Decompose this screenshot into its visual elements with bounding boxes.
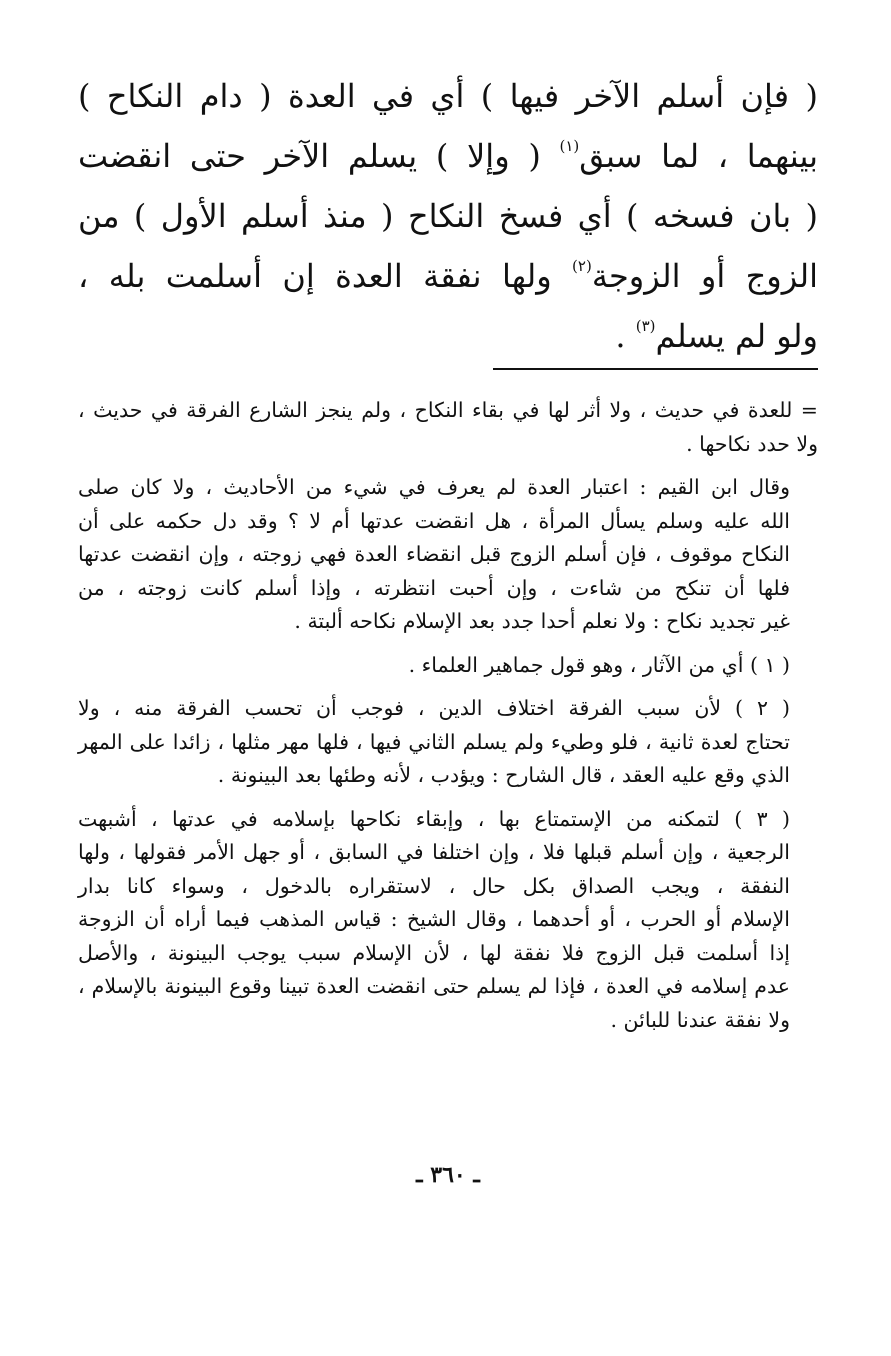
- main-line-2a: بينهما ، لما سبق: [579, 137, 819, 175]
- footnote-marker-3: (٣): [635, 317, 656, 335]
- footnote-ibn-qayyim: [78, 471, 818, 639]
- footnote-line: تحتاج لعدة ثانية ، فلو وطيء ولم يسلم الثاني فيها ، فلها مهر مثلها ، زائدا على المهر: [78, 729, 790, 754]
- main-line-1: ( فإن أسلم الآخر فيها ) أي في العدة ( دام النكاح ): [78, 77, 818, 115]
- footnotes: [78, 394, 818, 1047]
- footnote-2: [78, 692, 818, 793]
- footnote-line: ولا نفقة عندنا للبائن .: [610, 1007, 790, 1032]
- main-line-2b: ( وإلا ) يسلم الآخر حتى انقضت: [78, 137, 541, 175]
- footnote-line: ولا حدد نكاحها .: [686, 431, 818, 456]
- footnote-line: = للعدة في حديث ، ولا أثر لها في بقاء النكاح ، ولم ينجز الشارع الفرقة في حديث ،: [78, 398, 818, 422]
- footnote-line: الذي وقع عليه العقد ، قال الشارح : ويؤدب ، لأنه وطئها بعد البينونة .: [217, 763, 790, 787]
- footnote-line: عدم إسلامه في العدة ، فإذا لم يسلم حتى انقضت العدة تبينا وقوع البينونة بالإسلام ،: [78, 974, 790, 998]
- footnote-line: ( ٢ ) لأن سبب الفرقة اختلاف الدين ، فوجب أن تحسب الفرقة منه ، ولا: [78, 696, 791, 720]
- main-text: [78, 66, 818, 366]
- main-line-5a: ولو لم يسلم: [655, 317, 818, 355]
- footnote-line: إذا أسلمت قبل الزوج فلا نفقة لها ، لأن الإسلام سبب يوجب البينونة ، والأصل: [78, 940, 790, 965]
- footnote-line: فلها أن تنكح من شاءت ، وإن أحبت انتظرته ، وإذا أسلم كانت زوجته ، من: [78, 575, 790, 600]
- main-line-4b: ولها نفقة العدة إن أسلمت بله ،: [78, 257, 552, 295]
- main-line-3: ( بان فسخه ) أي فسخ النكاح ( منذ أسلم الأول ) من: [78, 197, 818, 235]
- footnote-line: الله عليه وسلم يسأل المرأة ، هل انقضت عدتها أم لا ؟ وقد دل حكمه على أن: [78, 508, 790, 533]
- footnote-3: [78, 803, 818, 1038]
- main-line-5: [78, 306, 818, 366]
- book-page: [78, 66, 819, 1188]
- footnote-continuation: [78, 394, 818, 461]
- main-line-5b: .: [615, 317, 636, 355]
- footnote-divider: [493, 368, 818, 370]
- footnote-line: النفقة ، ويجب الصداق بكل حال ، لاستقراره بالدخول ، وسواء كانا بدار: [78, 873, 790, 898]
- footnote-line: النكاح موقوف ، فإن أسلم الزوج قبل انقضاء العدة فهي زوجته ، وإن انقضت عدتها: [78, 542, 790, 566]
- footnote-line: الإسلام أو الحرب ، أو أحدهما ، وقال الشيخ : قياس المذهب فيما أراه أن الزوجة: [78, 907, 790, 931]
- footnote-line: غير تجديد نكاح : ولا نعلم أحدا جدد بعد الإسلام نكاحه ألبتة .: [294, 609, 790, 633]
- main-line-4a: الزوج أو الزوجة: [591, 257, 819, 295]
- main-line-4: [78, 246, 818, 306]
- footnote-marker-1: (١): [559, 137, 580, 155]
- page-number: ـ ٣٦٠ ـ: [416, 1162, 480, 1188]
- footnote-line: ( ٣ ) لتمكنه من الإستمتاع بها ، وإبقاء نكاحها بإسلامه في عدتها ، أشبهت: [78, 806, 790, 831]
- footnote-line: ( ١ ) أي من الآثار ، وهو قول جماهير العلماء .: [408, 652, 790, 677]
- footnote-line: الرجعية ، وإن أسلم قبلها فلا ، وإن اختلفا في السابق ، أو جهل الأمر فقولها ، ولها: [78, 840, 790, 864]
- footnote-1: [78, 649, 818, 683]
- footnote-line: وقال ابن القيم : اعتبار العدة لم يعرف في شيء من الأحاديث ، ولا كان صلى: [78, 475, 790, 499]
- main-line-2: [78, 126, 818, 186]
- footnote-marker-2: (٢): [572, 257, 592, 275]
